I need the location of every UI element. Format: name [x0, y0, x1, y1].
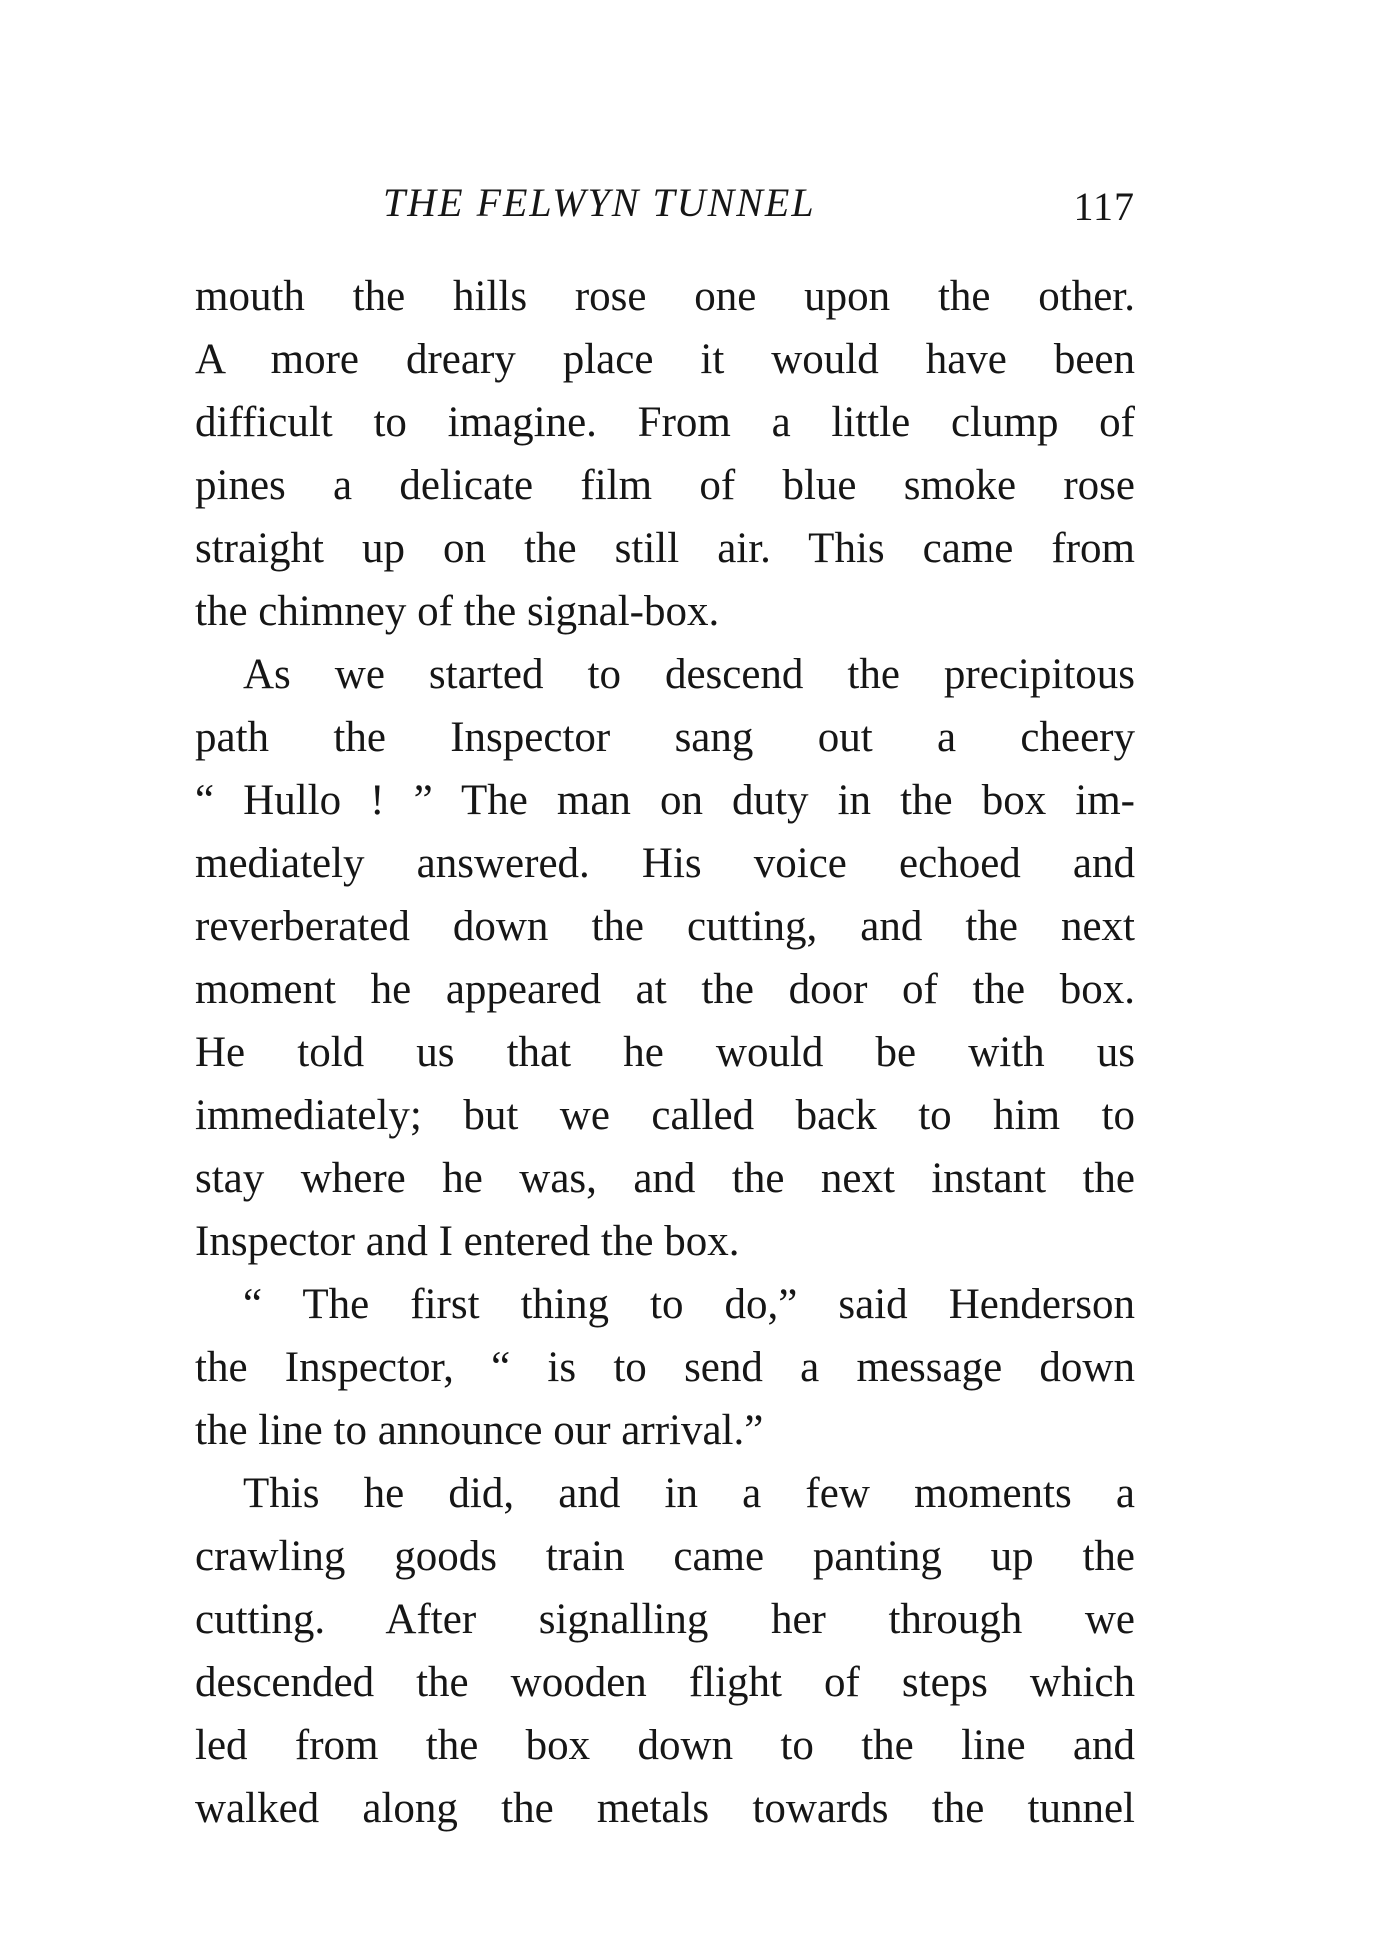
text-line: path the Inspector sang out a cheery — [195, 714, 1135, 761]
text-line: mouth the hills rose one upon the other. — [195, 273, 1135, 320]
page-number: 117 — [1073, 184, 1135, 229]
text-line: reverberated down the cutting, and the next — [195, 903, 1135, 950]
text-line: crawling goods train came panting up the — [195, 1533, 1135, 1580]
text-line: He told us that he would be with us — [195, 1029, 1135, 1076]
text-line: moment he appeared at the door of the box. — [195, 966, 1135, 1013]
text-line: Inspector and I entered the box. — [195, 1218, 740, 1265]
text-line: the chimney of the signal-box. — [195, 588, 720, 635]
text-line: As we started to descend the precipitous — [243, 651, 1135, 698]
text-line: descended the wooden flight of steps which — [195, 1659, 1135, 1706]
text-line: “ The first thing to do,” said Henderson — [243, 1281, 1135, 1328]
running-head — [195, 175, 1135, 235]
text-line: stay where he was, and the next instant the — [195, 1155, 1135, 1202]
paragraph-3 — [195, 1273, 1135, 1462]
paragraph-4 — [195, 1462, 1135, 1840]
text-line: immediately; but we called back to him to — [195, 1092, 1135, 1139]
text-line: cutting. After signalling her through we — [195, 1596, 1135, 1643]
text-line: pines a delicate film of blue smoke rose — [195, 462, 1135, 509]
running-title: THE FELWYN TUNNEL — [383, 180, 816, 225]
text-line: led from the box down to the line and — [195, 1722, 1135, 1769]
paragraph-2 — [195, 643, 1135, 1273]
text-line: walked along the metals towards the tunnel — [195, 1785, 1135, 1832]
text-line: difficult to imagine. From a little clump of — [195, 399, 1135, 446]
text-line: A more dreary place it would have been — [195, 336, 1135, 383]
text-line: the Inspector, “ is to send a message down — [195, 1344, 1135, 1391]
text-line: straight up on the still air. This came from — [195, 525, 1135, 572]
text-line: the line to announce our arrival.” — [195, 1407, 764, 1454]
paragraph-1 — [195, 265, 1135, 643]
text-line: “ Hullo ! ” The man on duty in the box im- — [195, 777, 1135, 824]
text-line: This he did, and in a few moments a — [243, 1470, 1135, 1517]
text-line: mediately answered. His voice echoed and — [195, 840, 1135, 887]
body-text — [195, 265, 1135, 1840]
